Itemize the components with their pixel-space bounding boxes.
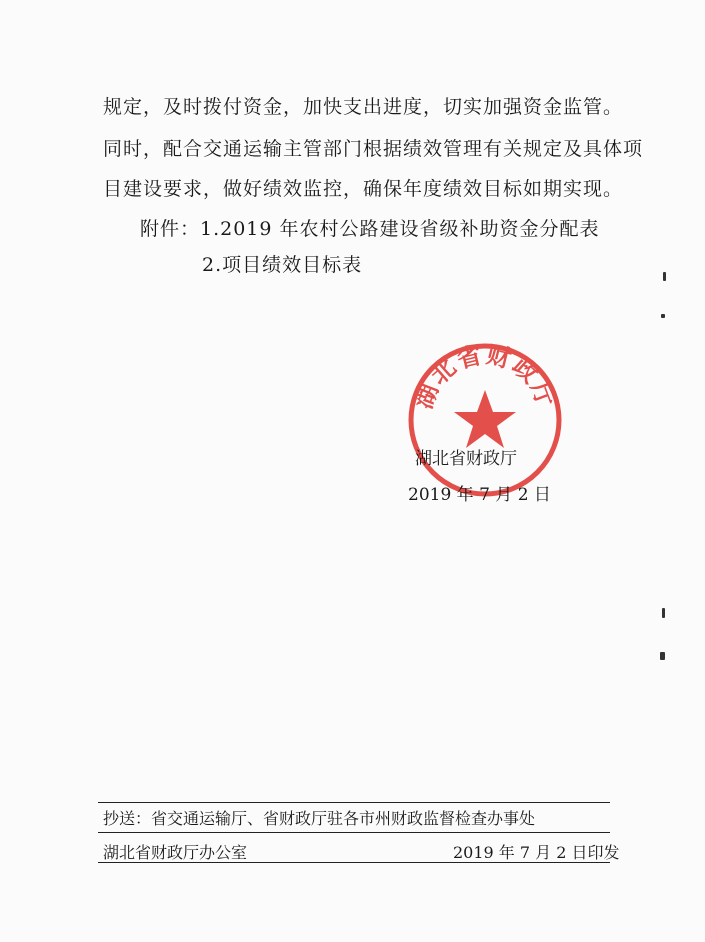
issuer-office: 湖北省财政厅办公室 (103, 843, 248, 862)
official-seal (405, 340, 565, 500)
cc-line: 抄送：省交通运输厅、省财政厅驻各市州财政监督检查办事处 (103, 809, 536, 828)
signature-org: 湖北省财政厅 (415, 449, 517, 469)
issue-date: 2019 年 7 月 2 日印发 (453, 843, 620, 862)
body-line-2: 同时，配合交通运输主管部门根据绩效管理有关规定及具体项 (103, 138, 644, 160)
footer-rule-top (98, 802, 610, 803)
scan-mark (660, 652, 665, 660)
seal-star-icon (454, 390, 516, 448)
attachment-item-2: 2.项目绩效目标表 (202, 254, 363, 276)
footer-rule-middle (98, 832, 610, 833)
body-line-1: 规定，及时拨付资金，加快支出进度，切实加强资金监管。 (103, 96, 624, 118)
scan-mark (663, 272, 666, 281)
attachment-item-1: 附件：1.2019 年农村公路建设省级补助资金分配表 (140, 218, 600, 240)
body-line-3: 目建设要求，做好绩效监控，确保年度绩效目标如期实现。 (103, 178, 624, 200)
signature-date: 2019 年 7 月 2 日 (408, 485, 551, 505)
seal-text: 湖北省财政厅 (409, 340, 561, 413)
footer-rule-bottom (98, 862, 610, 863)
scan-mark (662, 608, 665, 618)
scan-mark (661, 314, 665, 318)
